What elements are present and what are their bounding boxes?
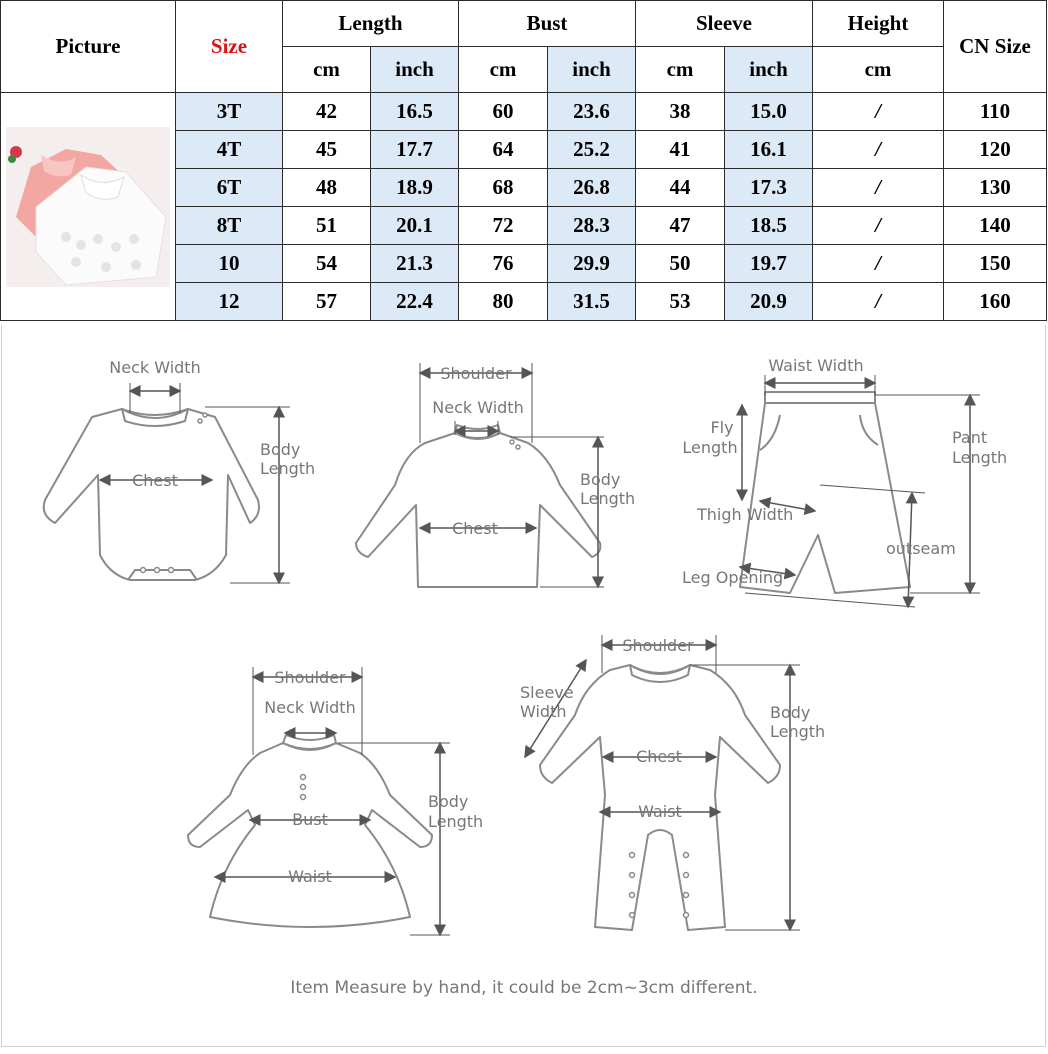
label-dress-neck-width: Neck Width [264,698,356,717]
romper-diagram [540,665,780,930]
cell-height-cm: / [813,207,944,245]
cell-cn: 110 [944,93,1047,131]
cell-bust-cm: 76 [459,245,548,283]
label-bodysuit-neck-width: Neck Width [109,358,201,377]
label-top-shoulder: Shoulder [440,364,512,383]
label-pants-thigh-width: Thigh Width [697,505,794,524]
label-pants-fly-length: Length [682,438,738,457]
label-top-length: Length [580,489,636,508]
header-cn-size: CN Size [944,1,1047,93]
bodysuit-diagram [44,409,259,580]
size-cell: 3T [176,93,283,131]
label-dress-waist: Waist [288,867,332,886]
cell-sleeve-in: 18.5 [725,207,813,245]
label-pants-fly: Fly [710,418,734,437]
cell-sleeve-in: 19.7 [725,245,813,283]
size-cell: 12 [176,283,283,321]
cell-length-cm: 48 [283,169,371,207]
cell-length-in: 16.5 [371,93,459,131]
unit-height-cm: cm [813,47,944,93]
label-romper-width: Width [520,702,567,721]
cell-bust-in: 23.6 [548,93,636,131]
cell-length-cm: 57 [283,283,371,321]
cell-bust-cm: 72 [459,207,548,245]
label-pants-leg-opening: Leg Opening [682,568,784,587]
cell-sleeve-cm: 44 [636,169,725,207]
cell-cn: 150 [944,245,1047,283]
product-picture-cell [1,93,176,321]
cell-bust-in: 31.5 [548,283,636,321]
cell-bust-in: 28.3 [548,207,636,245]
cell-sleeve-in: 20.9 [725,283,813,321]
cell-bust-in: 29.9 [548,245,636,283]
label-top-neck-width: Neck Width [432,398,524,417]
label-dress-body: Body [428,792,469,811]
label-pants-outseam: outseam [886,539,956,558]
cell-length-cm: 51 [283,207,371,245]
label-dress-shoulder: Shoulder [274,668,346,687]
label-bodysuit-body: Body [260,440,301,459]
label-romper-chest: Chest [636,747,682,766]
cell-sleeve-in: 15.0 [725,93,813,131]
unit-length-inch: inch [371,47,459,93]
label-bodysuit-length: Length [260,459,316,478]
cell-sleeve-cm: 47 [636,207,725,245]
cell-bust-cm: 60 [459,93,548,131]
cell-length-in: 18.9 [371,169,459,207]
header-length: Length [283,1,459,47]
cell-bust-in: 25.2 [548,131,636,169]
top-diagram [356,425,600,587]
cell-cn: 120 [944,131,1047,169]
table-row [1,93,1047,131]
cell-height-cm: / [813,283,944,321]
size-cell: 8T [176,207,283,245]
label-romper-shoulder: Shoulder [622,636,694,655]
cell-cn: 140 [944,207,1047,245]
size-cell: 4T [176,131,283,169]
label-pants-waist-width: Waist Width [768,356,864,375]
unit-sleeve-inch: inch [725,47,813,93]
cell-cn: 130 [944,169,1047,207]
unit-length-cm: cm [283,47,371,93]
label-top-body: Body [580,470,621,489]
product-photo [6,127,170,287]
label-top-chest: Chest [452,519,498,538]
measurement-diagrams [0,325,1048,1049]
cell-sleeve-cm: 41 [636,131,725,169]
measurement-diagrams-svg [0,325,1048,1049]
cell-sleeve-cm: 50 [636,245,725,283]
header-size: Size [176,1,283,93]
dress-diagram [188,735,432,927]
cell-length-cm: 45 [283,131,371,169]
cell-bust-cm: 68 [459,169,548,207]
cell-length-in: 21.3 [371,245,459,283]
size-cell: 6T [176,169,283,207]
cell-length-in: 22.4 [371,283,459,321]
header-height: Height [813,1,944,47]
cell-length-in: 17.7 [371,131,459,169]
label-dress-length: Length [428,812,484,831]
cell-bust-cm: 80 [459,283,548,321]
cell-sleeve-in: 16.1 [725,131,813,169]
label-dress-bust: Bust [292,810,328,829]
cell-height-cm: / [813,169,944,207]
cell-length-cm: 42 [283,93,371,131]
cell-bust-cm: 64 [459,131,548,169]
cell-height-cm: / [813,131,944,169]
cell-sleeve-in: 17.3 [725,169,813,207]
cell-height-cm: / [813,93,944,131]
cell-cn: 160 [944,283,1047,321]
header-sleeve: Sleeve [636,1,813,47]
header-picture: Picture [1,1,176,93]
cell-height-cm: / [813,245,944,283]
cell-length-cm: 54 [283,245,371,283]
unit-bust-inch: inch [548,47,636,93]
measure-note: Item Measure by hand, it could be 2cm~3cm different. [290,978,758,998]
label-romper-sleeve: Sleeve [520,683,574,702]
cell-bust-in: 26.8 [548,169,636,207]
unit-sleeve-cm: cm [636,47,725,93]
size-chart-table [0,0,1047,321]
cell-sleeve-cm: 53 [636,283,725,321]
label-romper-length: Length [770,722,826,741]
header-bust: Bust [459,1,636,47]
unit-bust-cm: cm [459,47,548,93]
label-romper-body: Body [770,703,811,722]
cell-length-in: 20.1 [371,207,459,245]
label-pants-pant-length: Length [952,448,1008,467]
label-romper-waist: Waist [638,802,682,821]
label-pants-pant: Pant [952,428,988,447]
size-cell: 10 [176,245,283,283]
pants-diagram [740,392,910,593]
cell-sleeve-cm: 38 [636,93,725,131]
label-bodysuit-chest: Chest [132,471,178,490]
